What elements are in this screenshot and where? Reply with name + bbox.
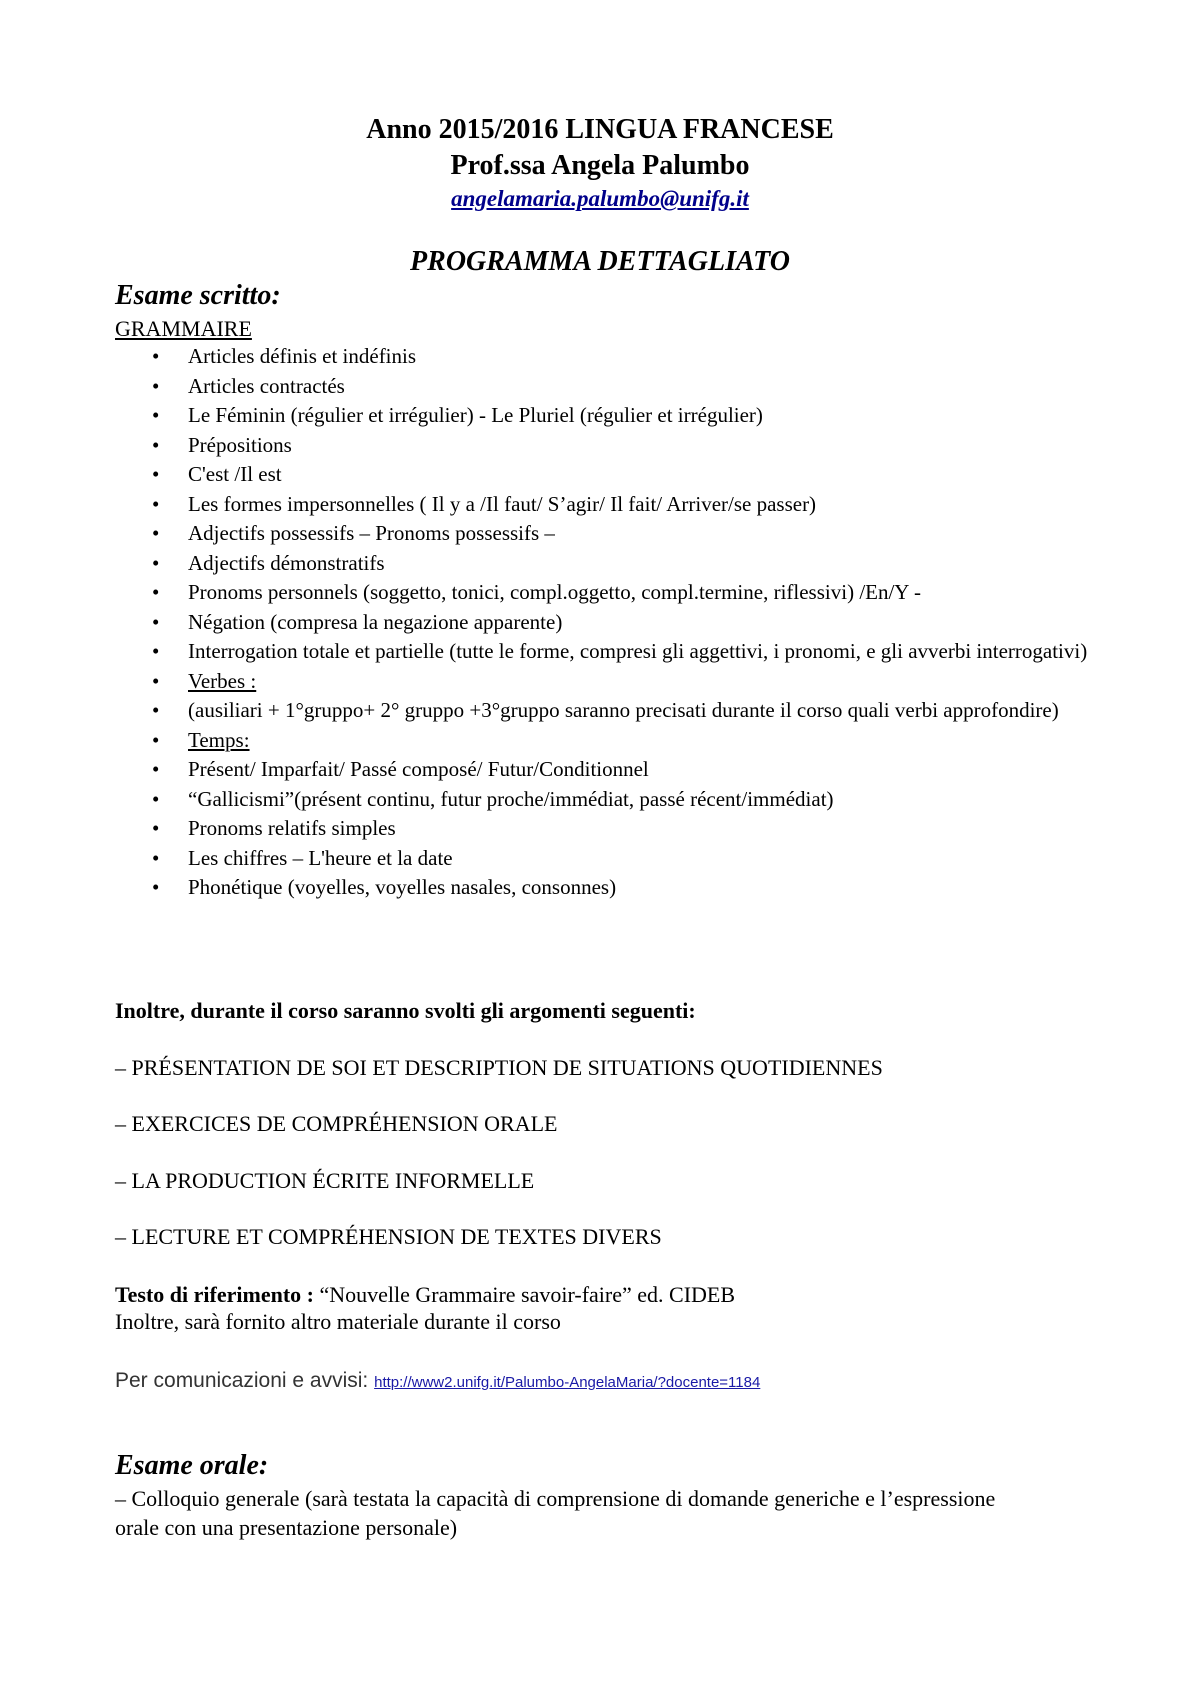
list-item: • Interrogation totale et partielle (tutte le forme, compresi gli aggettivi, i pronomi, e gli avverbi interrogativi) <box>0 637 1120 667</box>
list-item: • C'est /Il est <box>0 460 1120 490</box>
announcements-line <box>115 1366 760 1398</box>
announcements-link[interactable]: http://www2.unifg.it/Palumbo-AngelaMaria/?docente=1184 <box>374 1374 761 1391</box>
reference-label: Testo di riferimento : <box>115 1282 314 1307</box>
list-item: • Phonétique (voyelles, voyelles nasales, consonnes) <box>0 873 1120 903</box>
additional-topics-heading: Inoltre, durante il corso saranno svolti gli argomenti seguenti: <box>115 998 696 1023</box>
temps-label: Temps: <box>188 727 250 752</box>
list-item: • Le Féminin (régulier et irrégulier) - Le Pluriel (régulier et irrégulier) <box>0 401 1120 431</box>
list-item: • (ausiliari + 1°gruppo+ 2° gruppo +3°gruppo saranno precisati durante il corso quali verbi approfondire) <box>0 696 1120 726</box>
topic-line: – LA PRODUCTION ÉCRITE INFORMELLE <box>115 1168 535 1193</box>
list-item: • Pronoms relatifs simples <box>0 814 1120 844</box>
program-title: PROGRAMMA DETTAGLIATO <box>410 246 790 277</box>
grammaire-label: GRAMMAIRE <box>115 316 252 341</box>
topic-line: – PRÉSENTATION DE SOI ET DESCRIPTION DE SITUATIONS QUOTIDIENNES <box>115 1055 883 1080</box>
verbes-label: Verbes : <box>188 668 257 693</box>
list-item: • Pronoms personnels (soggetto, tonici, compl.oggetto, compl.termine, riflessivi) /En/Y - <box>0 578 1120 608</box>
list-item <box>0 726 1120 756</box>
list-item: • Négation (compresa la negazione apparente) <box>0 608 1120 638</box>
list-item: • Les formes impersonnelles ( Il y a /Il faut/ S’agir/ Il fait/ Arriver/se passer) <box>0 490 1120 520</box>
announcements-label: Per comunicazioni e avvisi: <box>115 1369 375 1392</box>
professor-name: Prof.ssa Angela Palumbo <box>450 150 750 181</box>
list-item: • Présent/ Imparfait/ Passé composé/ Futur/Conditionnel <box>0 755 1120 785</box>
topic-line: – LECTURE ET COMPRÉHENSION DE TEXTES DIVERS <box>115 1224 662 1249</box>
reference-note: Inoltre, sarà fornito altro materiale durante il corso <box>115 1309 561 1334</box>
list-item: • Articles contractés <box>0 372 1120 402</box>
list-item: • “Gallicismi”(présent continu, futur proche/immédiat, passé récent/immédiat) <box>0 785 1120 815</box>
list-item: • Adjectifs possessifs – Pronoms possessifs – <box>0 519 1120 549</box>
topic-line: – EXERCICES DE COMPRÉHENSION ORALE <box>115 1111 558 1136</box>
email-link[interactable]: angelamaria.palumbo@unifg.it <box>451 186 749 211</box>
reference-text <box>115 1280 735 1310</box>
list-item: • Prépositions <box>0 431 1120 461</box>
reference-value: “Nouvelle Grammaire savoir-faire” ed. CIDEB <box>313 1282 736 1307</box>
grammar-topics-list <box>0 342 1120 903</box>
list-item: • Adjectifs démonstratifs <box>0 549 1120 579</box>
list-item: • Les chiffres – L'heure et la date <box>0 844 1120 874</box>
oral-exam-description: – Colloquio generale (sarà testata la capacità di comprensione di domande generiche e l’espressione orale con una presentazione personale) <box>115 1486 996 1540</box>
course-title: Anno 2015/2016 LINGUA FRANCESE <box>366 114 834 145</box>
list-item <box>0 667 1120 697</box>
email-line <box>0 184 1200 214</box>
oral-exam-heading: Esame orale: <box>115 1450 269 1481</box>
written-exam-heading: Esame scritto: <box>115 280 281 311</box>
list-item: • Articles définis et indéfinis <box>0 342 1120 372</box>
